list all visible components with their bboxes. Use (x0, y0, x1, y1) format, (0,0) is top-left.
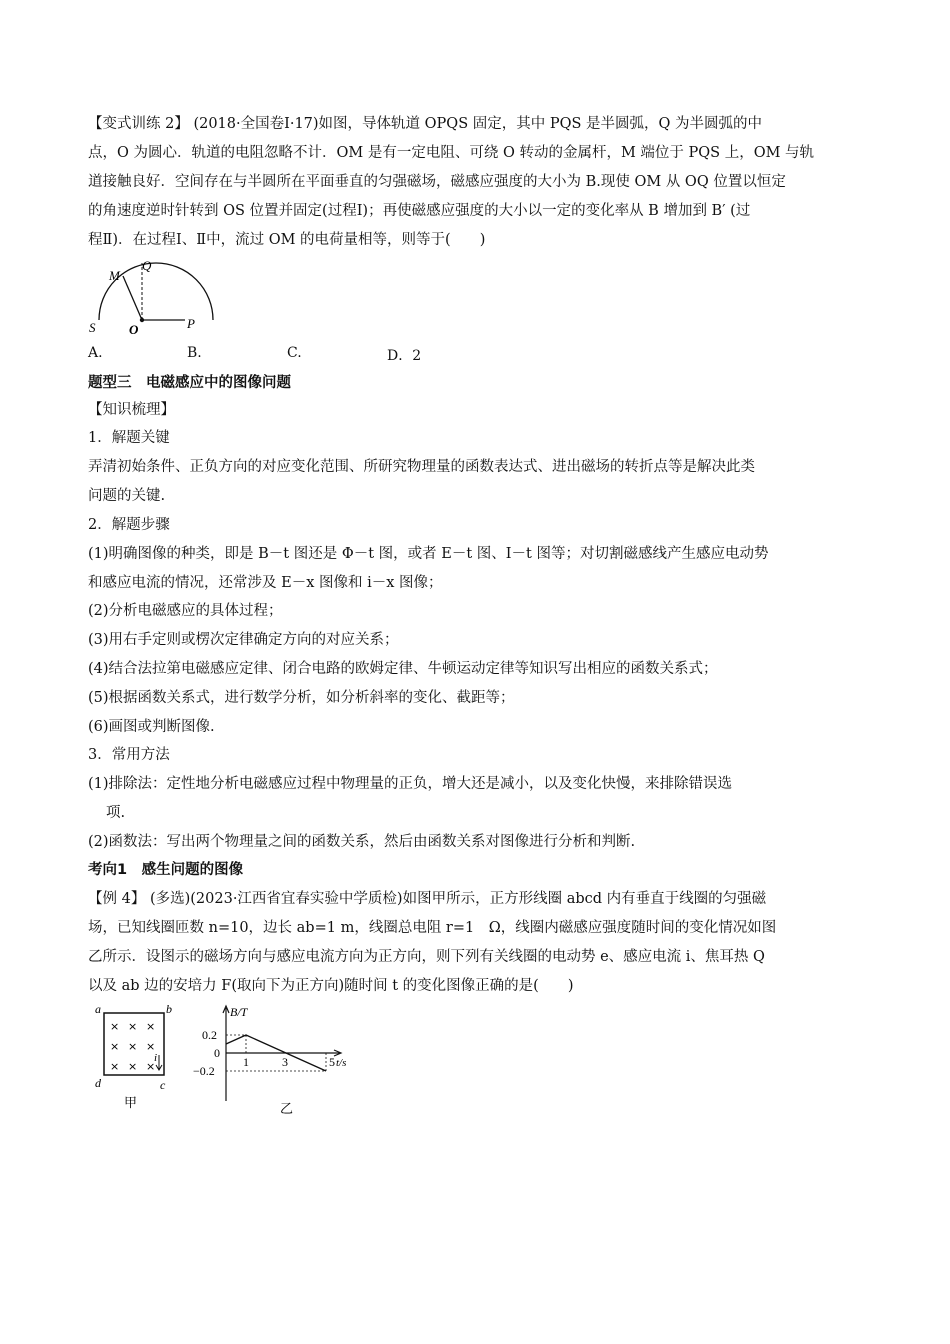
svg-text:×: × (146, 1020, 156, 1033)
center-dot (140, 318, 144, 322)
svg-text:×: × (128, 1040, 138, 1053)
step-line: (3)用右手定则或楞次定律确定方向的对应关系； (88, 632, 399, 648)
step-line: (2)分析电磁感应的具体过程； (88, 603, 283, 619)
step-line: (1)明确图像的种类，即是 B－t 图还是 Φ－t 图，或者 E－t 图、I－t 图等；对切割磁感线产生感应电动势 (88, 546, 769, 562)
y-tick-zero: 0 (214, 1046, 220, 1060)
exercise-line: 点，O 为圆心．轨道的电阻忽略不计．OM 是有一定电阻、可绕 O 转动的金属杆，M 端位于 PQS 上，OM 与轨 (88, 145, 815, 161)
option-d[interactable]: D．2 (387, 348, 422, 364)
section-title: 题型三 电磁感应中的图像问题 (88, 375, 291, 391)
svg-text:×: × (128, 1020, 138, 1033)
caption-yi: 乙 (280, 1102, 294, 1117)
x-axis-label: t/s (336, 1057, 347, 1069)
svg-text:×: × (146, 1040, 156, 1053)
heading-3: 3．常用方法 (88, 747, 170, 763)
svg-text:×: × (110, 1060, 120, 1073)
example-line: 场，已知线圈匝数 n=10，边长 ab=1 m，线圈总电阻 r=1 Ω，线圈内磁感应强度随时间的变化情况如图 (88, 920, 777, 936)
svg-text:×: × (128, 1060, 138, 1073)
exercise-line: 道接触良好．空间存在与半圆所在平面垂直的匀强磁场，磁感应强度的大小为 B.现使 OM 从 OQ 位置以恒定 (88, 174, 786, 190)
x-tick-5: 5 (329, 1055, 335, 1069)
step-line: (5)根据函数关系式，进行数学分析，如分析斜率的变化、截距等； (88, 690, 515, 706)
label-o: O (129, 322, 139, 337)
bt-chart (190, 1003, 350, 1118)
field-crosses (110, 1020, 158, 1073)
step-line: (6)画图或判断图像. (88, 719, 215, 735)
y-axis-label: B/T (230, 1005, 248, 1019)
exercise-line: 【变式训练 2】 (2018·全国卷Ⅰ·17)如图，导体轨道 OPQS 固定，其中 PQS 是半圆弧，Q 为半圆弧的中 (88, 116, 763, 132)
topic-title: 考向1 感生问题的图像 (88, 862, 244, 878)
coil-figure (92, 1003, 182, 1113)
label-q: Q (142, 258, 152, 273)
paragraph-line: 问题的关键. (88, 488, 166, 504)
label-i: i (154, 1052, 158, 1064)
exercise-line: 程Ⅱ)．在过程Ⅰ、Ⅱ中，流过 OM 的电荷量相等，则等于( ) (88, 232, 486, 248)
svg-text:×: × (110, 1020, 120, 1033)
x-tick-1: 1 (243, 1055, 249, 1069)
option-b[interactable]: B. (187, 345, 202, 361)
label-a: a (95, 1003, 101, 1016)
heading-2: 2．解题步骤 (88, 517, 170, 533)
caption-jia: 甲 (124, 1096, 138, 1111)
example-line: 乙所示．设图示的磁场方向与感应电流方向为正方向，则下列有关线圈的电动势 e、感应电流 i、焦耳热 Q (88, 949, 765, 965)
example-line: 【例 4】 (多选)(2023·江西省宜春实验中学质检)如图甲所示，正方形线圈 abcd 内有垂直于线圈的匀强磁 (88, 891, 767, 907)
method-line: (1)排除法：定性地分析电磁感应过程中物理量的正负，增大还是减小，以及变化快慢，来排除错误选 (88, 776, 733, 792)
exercise-line: 的角速度逆时针转到 OS 位置并固定(过程Ⅰ)；再使磁感应强度的大小以一定的变化率从 B 增加到 B′ (过 (88, 203, 751, 219)
label-m: M (109, 268, 120, 283)
svg-text:×: × (146, 1060, 156, 1073)
rod-om (123, 276, 142, 320)
step-line: (4)结合法拉第电磁感应定律、闭合电路的欧姆定律、牛顿运动定律等知识写出相应的函数关系式； (88, 661, 718, 677)
option-c[interactable]: C. (287, 345, 302, 361)
label-c: c (160, 1078, 166, 1092)
knowledge-heading: 【知识梳理】 (88, 402, 175, 418)
y-tick-bottom: −0.2 (193, 1064, 215, 1078)
option-a[interactable]: A. (88, 345, 103, 361)
x-tick-3: 3 (282, 1055, 288, 1069)
paragraph-line: 弄清初始条件、正负方向的对应变化范围、所研究物理量的函数表达式、进出磁场的转折点等是解决此类 (88, 459, 755, 475)
label-d: d (95, 1076, 101, 1090)
method-line: 项. (106, 805, 126, 821)
semicircle-figure (85, 258, 215, 338)
label-p: P (187, 316, 195, 331)
method-line: (2)函数法：写出两个物理量之间的函数关系，然后由函数关系对图像进行分析和判断. (88, 834, 636, 850)
svg-text:×: × (110, 1040, 120, 1053)
label-b: b (166, 1003, 172, 1016)
label-s: S (89, 320, 96, 335)
heading-1: 1．解题关键 (88, 430, 170, 446)
y-tick-top: 0.2 (202, 1028, 217, 1042)
step-line: 和感应电流的情况，还常涉及 E－x 图像和 i－x 图像； (88, 575, 443, 591)
example-line: 以及 ab 边的安培力 F(取向下为正方向)随时间 t 的变化图像正确的是( ) (88, 978, 574, 994)
